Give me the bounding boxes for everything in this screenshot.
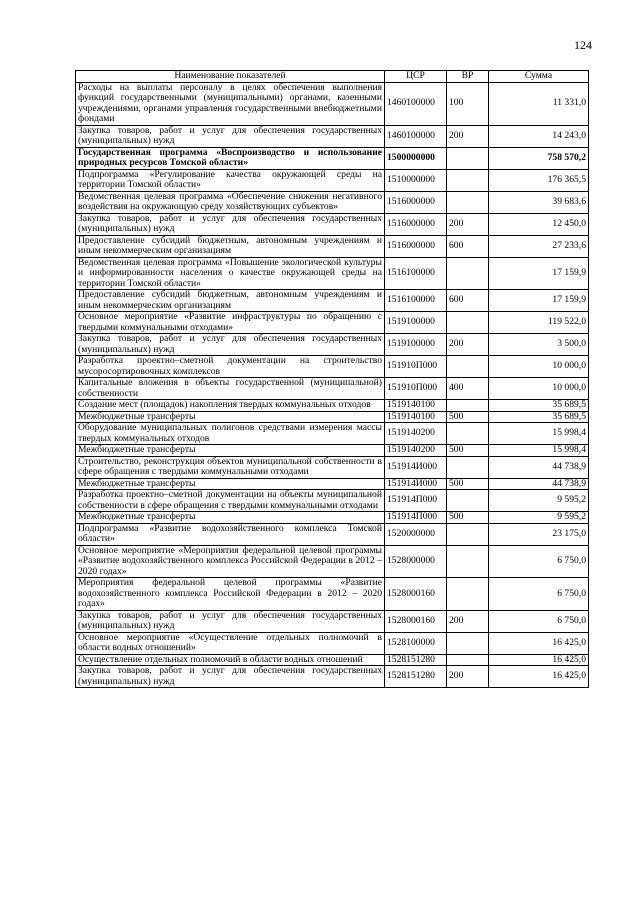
table-row <box>76 334 589 356</box>
cell-name: Межбюджетные трансферты <box>76 445 385 457</box>
cell-sum: 17 159,9 <box>489 257 589 290</box>
cell-name: Ведомственная целевая программа «Обеспечение снижения негативного воздействия на окружающую среду хозяйствующих субъектов» <box>76 191 385 213</box>
cell-csr: 1528000000 <box>385 545 447 578</box>
cell-vr <box>447 312 489 334</box>
cell-csr: 1528151280 <box>385 654 447 666</box>
cell-sum: 17 159,9 <box>489 290 589 312</box>
cell-name: Закупка товаров, работ и услуг для обеспечения государственных (муниципальных) нужд <box>76 213 385 235</box>
cell-vr: 500 <box>447 478 489 490</box>
cell-csr: 1519140100 <box>385 411 447 423</box>
cell-name: Оборудование муниципальных полигонов средствами измерения массы твердых коммунальных отходов <box>76 423 385 445</box>
cell-name: Основное мероприятие «Мероприятия федеральной целевой программы «Развитие водохозяйственного комплекса Российской Федерации в 2012 – 2020 годах» <box>76 545 385 578</box>
cell-csr: 1516000000 <box>385 191 447 213</box>
table-row <box>76 456 589 478</box>
cell-sum: 176 365,5 <box>489 169 589 191</box>
cell-csr: 151914И000 <box>385 456 447 478</box>
cell-name: Подпрограмма «Регулирование качества окружающей среды на территории Томской области» <box>76 169 385 191</box>
cell-name: Закупка товаров, работ и услуг для обеспечения государственных (муниципальных) нужд <box>76 125 385 147</box>
cell-name: Закупка товаров, работ и услуг для обеспечения государственных (муниципальных) нужд <box>76 610 385 632</box>
cell-csr: 151910П000 <box>385 378 447 400</box>
cell-vr: 100 <box>447 82 489 125</box>
cell-name: Создание мест (площадок) накопления твердых коммунальных отходов <box>76 400 385 412</box>
cell-csr: 1460100000 <box>385 82 447 125</box>
table-row <box>76 423 589 445</box>
cell-sum: 44 738,9 <box>489 456 589 478</box>
cell-csr: 151914И000 <box>385 478 447 490</box>
cell-csr: 151914П000 <box>385 512 447 524</box>
table-row <box>76 610 589 632</box>
cell-vr <box>447 654 489 666</box>
cell-csr: 1528151280 <box>385 666 447 688</box>
cell-sum: 23 175,0 <box>489 523 589 545</box>
cell-csr: 1500000000 <box>385 147 447 169</box>
cell-csr: 1528100000 <box>385 632 447 654</box>
column-header-csr: ЦСР <box>385 71 447 83</box>
page-number: 124 <box>574 38 592 52</box>
cell-vr <box>447 147 489 169</box>
cell-name: Межбюджетные трансферты <box>76 478 385 490</box>
table-row <box>76 147 589 169</box>
table-row <box>76 82 589 125</box>
cell-sum: 9 595,2 <box>489 490 589 512</box>
column-header-vr: ВР <box>447 71 489 83</box>
cell-vr: 500 <box>447 411 489 423</box>
cell-vr: 200 <box>447 125 489 147</box>
cell-vr: 200 <box>447 610 489 632</box>
table-row <box>76 169 589 191</box>
cell-vr <box>447 169 489 191</box>
table-row <box>76 512 589 524</box>
cell-vr <box>447 456 489 478</box>
cell-vr <box>447 523 489 545</box>
table-row <box>76 312 589 334</box>
cell-sum: 3 500,0 <box>489 334 589 356</box>
cell-csr: 1519140200 <box>385 423 447 445</box>
cell-vr: 600 <box>447 235 489 257</box>
cell-name: Расходы на выплаты персоналу в целях обеспечения выполнения функций государственными (муниципальными) органами, казенными учреждениями, органами управления государственными внебюджетными фондами <box>76 82 385 125</box>
cell-vr <box>447 356 489 378</box>
column-header-name: Наименование показателей <box>76 71 385 83</box>
table-row <box>76 290 589 312</box>
cell-sum: 16 425,0 <box>489 632 589 654</box>
cell-sum: 11 331,0 <box>489 82 589 125</box>
cell-name: Разработка проектно–сметной документации на строительство мусоросортировочных комплексов <box>76 356 385 378</box>
cell-csr: 1460100000 <box>385 125 447 147</box>
cell-sum: 10 000,0 <box>489 378 589 400</box>
cell-csr: 1528000160 <box>385 578 447 611</box>
cell-vr: 600 <box>447 290 489 312</box>
cell-sum: 758 570,2 <box>489 147 589 169</box>
cell-csr: 1520000000 <box>385 523 447 545</box>
table-row <box>76 125 589 147</box>
table-row <box>76 411 589 423</box>
cell-vr <box>447 578 489 611</box>
cell-name: Межбюджетные трансферты <box>76 411 385 423</box>
cell-name: Государственная программа «Воспроизводство и использование природных ресурсов Томской области» <box>76 147 385 169</box>
table-row <box>76 378 589 400</box>
cell-sum: 27 233,6 <box>489 235 589 257</box>
cell-name: Основное мероприятие «Развитие инфраструктуры по обращению с твердыми коммунальными отходами» <box>76 312 385 334</box>
cell-name: Межбюджетные трансферты <box>76 512 385 524</box>
table-row <box>76 578 589 611</box>
table-row <box>76 213 589 235</box>
cell-sum: 10 000,0 <box>489 356 589 378</box>
cell-sum: 6 750,0 <box>489 578 589 611</box>
cell-csr: 1516000000 <box>385 235 447 257</box>
cell-sum: 35 689,5 <box>489 400 589 412</box>
cell-name: Подпрограмма «Развитие водохозяйственного комплекса Томской области» <box>76 523 385 545</box>
cell-vr: 200 <box>447 334 489 356</box>
table-row <box>76 400 589 412</box>
cell-sum: 9 595,2 <box>489 512 589 524</box>
cell-name: Разработка проектно–сметной документации на объекты муниципальной собственности в сфере обращения с твердыми коммунальными отходами <box>76 490 385 512</box>
cell-sum: 6 750,0 <box>489 545 589 578</box>
cell-vr <box>447 490 489 512</box>
table-row <box>76 632 589 654</box>
cell-sum: 6 750,0 <box>489 610 589 632</box>
cell-sum: 15 998,4 <box>489 423 589 445</box>
cell-vr: 500 <box>447 445 489 457</box>
cell-vr <box>447 423 489 445</box>
table-header-row <box>76 71 589 83</box>
cell-csr: 1519100000 <box>385 312 447 334</box>
cell-vr: 500 <box>447 512 489 524</box>
budget-table <box>75 70 589 688</box>
column-header-sum: Сумма <box>489 71 589 83</box>
cell-csr: 1519100000 <box>385 334 447 356</box>
table-body <box>76 82 589 688</box>
table-row <box>76 235 589 257</box>
table-row <box>76 356 589 378</box>
cell-sum: 35 689,5 <box>489 411 589 423</box>
cell-vr: 200 <box>447 666 489 688</box>
table-row <box>76 490 589 512</box>
table-row <box>76 545 589 578</box>
cell-sum: 39 683,6 <box>489 191 589 213</box>
cell-name: Закупка товаров, работ и услуг для обеспечения государственных (муниципальных) нужд <box>76 334 385 356</box>
table-row <box>76 191 589 213</box>
cell-csr: 1516100000 <box>385 290 447 312</box>
cell-vr: 400 <box>447 378 489 400</box>
cell-sum: 16 425,0 <box>489 666 589 688</box>
cell-csr: 1519140100 <box>385 400 447 412</box>
table-row <box>76 666 589 688</box>
cell-sum: 16 425,0 <box>489 654 589 666</box>
cell-csr: 1510000000 <box>385 169 447 191</box>
cell-name: Капитальные вложения в объекты государственной (муниципальной) собственности <box>76 378 385 400</box>
cell-vr <box>447 257 489 290</box>
cell-vr <box>447 545 489 578</box>
table-row <box>76 445 589 457</box>
cell-name: Предоставление субсидий бюджетным, автономным учреждениям и иным некоммерческим организациям <box>76 290 385 312</box>
cell-sum: 119 522,0 <box>489 312 589 334</box>
cell-sum: 12 450,0 <box>489 213 589 235</box>
cell-csr: 1516100000 <box>385 257 447 290</box>
cell-vr <box>447 400 489 412</box>
cell-csr: 1519140200 <box>385 445 447 457</box>
table-row <box>76 654 589 666</box>
cell-sum: 44 738,9 <box>489 478 589 490</box>
cell-sum: 15 998,4 <box>489 445 589 457</box>
cell-name: Ведомственная целевая программа «Повышение экологической культуры и информированности населения о качестве окружающей среды на территории Томской области» <box>76 257 385 290</box>
cell-sum: 14 243,0 <box>489 125 589 147</box>
cell-vr <box>447 632 489 654</box>
cell-name: Мероприятия федеральной целевой программы «Развитие водохозяйственного комплекса Российской Федерации в 2012 – 2020 годах» <box>76 578 385 611</box>
table-row <box>76 523 589 545</box>
cell-csr: 151910П000 <box>385 356 447 378</box>
table-row <box>76 257 589 290</box>
cell-csr: 1516000000 <box>385 213 447 235</box>
cell-name: Закупка товаров, работ и услуг для обеспечения государственных (муниципальных) нужд <box>76 666 385 688</box>
cell-name: Осуществление отдельных полномочий в области водных отношений <box>76 654 385 666</box>
cell-name: Строительство, реконструкция объектов муниципальной собственности в сфере обращения с твердыми коммунальными отходами <box>76 456 385 478</box>
cell-name: Основное мероприятие «Осуществление отдельных полномочий в области водных отношений» <box>76 632 385 654</box>
cell-name: Предоставление субсидий бюджетным, автономным учреждениям и иным некоммерческим организациям <box>76 235 385 257</box>
cell-vr: 200 <box>447 213 489 235</box>
cell-vr <box>447 191 489 213</box>
cell-csr: 151914П000 <box>385 490 447 512</box>
table-row <box>76 478 589 490</box>
cell-csr: 1528000160 <box>385 610 447 632</box>
